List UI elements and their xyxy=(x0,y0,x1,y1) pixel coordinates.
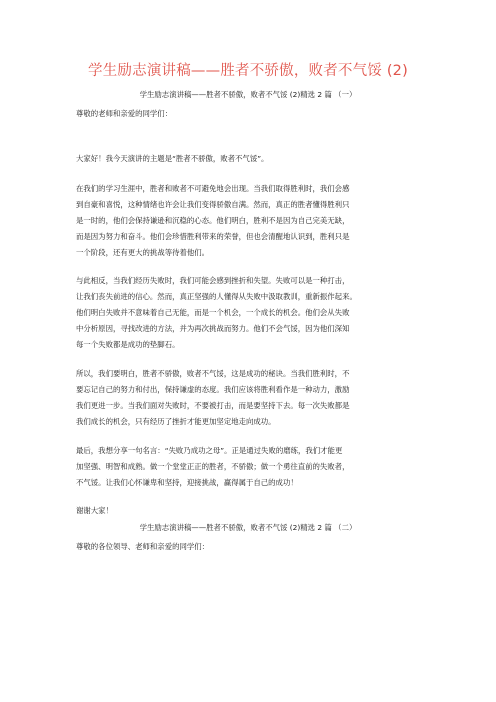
text-line: 中分析原因，寻找改进的方法，并为再次挑战而努力。他们不会气馁，因为他们深知 xyxy=(76,324,350,333)
text-line: 到自豪和喜悦，这种情绪也许会让我们变得骄傲自满。然而，真正的胜者懂得胜利只 xyxy=(76,200,350,209)
text-line: 要忘记自己的努力和付出，保持谦虚的态度。我们应该将胜利看作是一种动力，激励 xyxy=(76,385,350,394)
closing-line xyxy=(76,503,426,519)
text-line: 最后，我想分享一句名言：“失败乃成功之母”。正是通过失败的磨练，我们才能更 xyxy=(76,446,343,455)
text-line: 我们更进一步。当我们面对失败时，不要被打击，而是要坚持下去。每一次失败都是 xyxy=(76,401,350,410)
text-line: 与此相反，当我们经历失败时，我们可能会感到挫折和失望。失败可以是一种打击， xyxy=(76,276,350,285)
text-line: 大家好！我今天演讲的主题是“胜者不骄傲，败者不气馁”。 xyxy=(76,154,269,163)
text-line: 尊敬的老师和亲爱的同学们： xyxy=(76,109,173,118)
text-line: 尊敬的各位领导、老师和亲爱的同学们： xyxy=(76,542,210,551)
paragraph-4 xyxy=(76,366,426,430)
text-line: 在我们的学习生涯中，胜者和败者不可避免地会出现。当我们取得胜利时，我们会感 xyxy=(76,184,350,193)
text-line: 不气馁。让我们心怀谦卑和坚持，迎接挑战，赢得属于自己的成功！ xyxy=(76,478,298,487)
text-line: 谢谢大家！ xyxy=(76,506,113,515)
text-line: 所以，我们要明白，胜者不骄傲，败者不气馁，这是成功的秘诀。当我们胜利时，不 xyxy=(76,369,350,378)
section-subtitle-2: 学生励志演讲稿——胜者不骄傲，败者不气馁 (2)精选 2 篇 （二） xyxy=(139,523,357,532)
greeting-2 xyxy=(76,539,426,555)
text-line: 我们成长的机会，只有经历了挫折才能更加坚定地走向成功。 xyxy=(76,417,276,426)
paragraph-3 xyxy=(76,273,426,353)
paragraph-5 xyxy=(76,443,426,491)
paragraph-2 xyxy=(76,181,426,261)
text-line: 加坚强、明智和成熟。做一个堂堂正正的胜者，不骄傲；做一个勇往直前的失败者， xyxy=(76,462,350,471)
text-line: 让我们丧失前进的信心。然而，真正坚强的人懂得从失败中汲取教训，重新振作起来。 xyxy=(76,292,357,301)
paragraph-1 xyxy=(76,151,426,167)
text-line: 每一个失败都是成功的垫脚石。 xyxy=(76,340,180,349)
text-line: 是一时的，他们会保持谦逊和沉稳的心态。他们明白，胜利不是因为自己完美无缺， xyxy=(76,216,350,225)
greeting-1 xyxy=(76,106,426,122)
section-subtitle-1: 学生励志演讲稿——胜者不骄傲，败者不气馁 (2)精选 2 篇 （一） xyxy=(139,90,357,99)
document-title: 学生励志演讲稿——胜者不骄傲，败者不气馁 (2) xyxy=(88,63,408,79)
text-line: 他们明白失败并不意味着自己无能，而是一个机会，一个成长的机会。他们会从失败 xyxy=(76,308,350,317)
text-line: 而是因为努力和奋斗。他们会珍惜胜利带来的荣誉，但也会清醒地认识到，胜利只是 xyxy=(76,232,350,241)
text-line: 一个阶段，还有更大的挑战等待着他们。 xyxy=(76,248,210,257)
